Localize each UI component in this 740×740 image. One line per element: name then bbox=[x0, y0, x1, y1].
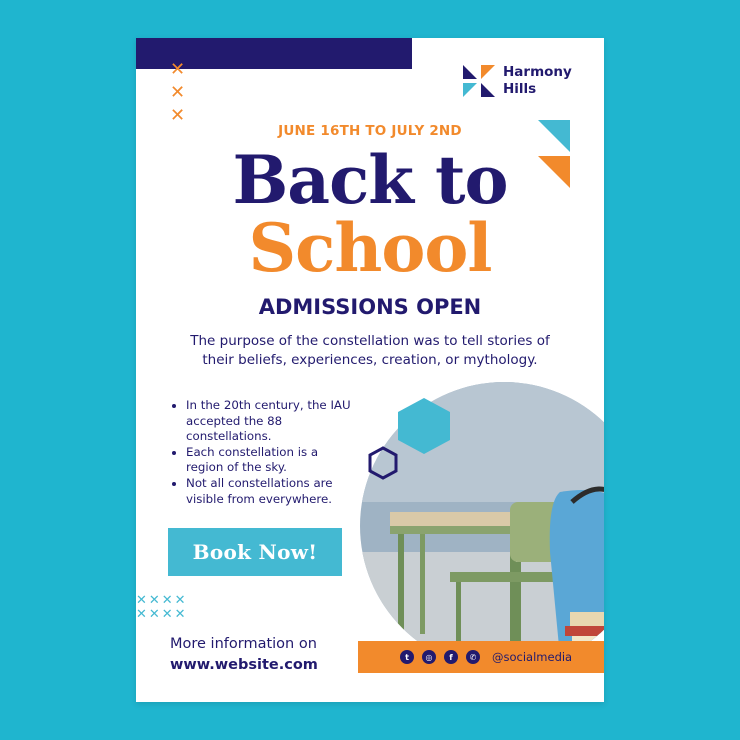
instagram-icon[interactable]: ◎ bbox=[422, 650, 436, 664]
title-line-1: Back to bbox=[232, 141, 508, 219]
logo-text bbox=[503, 64, 583, 98]
hexagon-outline-decoration bbox=[368, 446, 398, 480]
classroom-illustration bbox=[360, 382, 604, 670]
bullet-item: • Not all constellations are visible from everywhere. bbox=[186, 476, 356, 507]
social-handle[interactable]: @socialmedia bbox=[492, 650, 573, 664]
bullet-list bbox=[172, 398, 356, 507]
more-info bbox=[170, 634, 318, 676]
whatsapp-icon[interactable]: ✆ bbox=[466, 650, 480, 664]
x-marks-decoration: ✕ ✕ ✕ bbox=[170, 59, 186, 126]
social-bar bbox=[358, 641, 604, 673]
more-info-text: More information on bbox=[170, 636, 317, 652]
intro-text: The purpose of the constellation was to tell stories of their beliefs, experiences, creation, or mythology. bbox=[190, 333, 550, 368]
hexagon-decoration bbox=[398, 398, 450, 454]
bullet-item: • In the 20th century, the IAU accepted the 88 constellations. bbox=[186, 398, 356, 445]
logo bbox=[463, 64, 583, 98]
x-grid-decoration: ✕✕✕✕ ✕✕✕✕ bbox=[136, 593, 188, 622]
poster bbox=[136, 38, 604, 702]
bullet-item: • Each constellation is a region of the sky. bbox=[186, 445, 356, 476]
logo-name-line1: Harmony bbox=[503, 64, 572, 80]
website-link[interactable]: www.website.com bbox=[170, 657, 318, 673]
logo-icon bbox=[463, 65, 495, 97]
facebook-icon[interactable]: f bbox=[444, 650, 458, 664]
event-dates: JUNE 16TH TO JULY 2ND bbox=[278, 123, 462, 139]
admissions-heading: ADMISSIONS OPEN bbox=[258, 295, 482, 319]
twitter-icon[interactable]: t bbox=[400, 650, 414, 664]
logo-name-line2: Hills bbox=[503, 81, 537, 97]
title-line-2: School bbox=[248, 209, 492, 287]
book-now-button[interactable]: Book Now! bbox=[168, 528, 342, 576]
classroom-photo bbox=[360, 382, 604, 670]
